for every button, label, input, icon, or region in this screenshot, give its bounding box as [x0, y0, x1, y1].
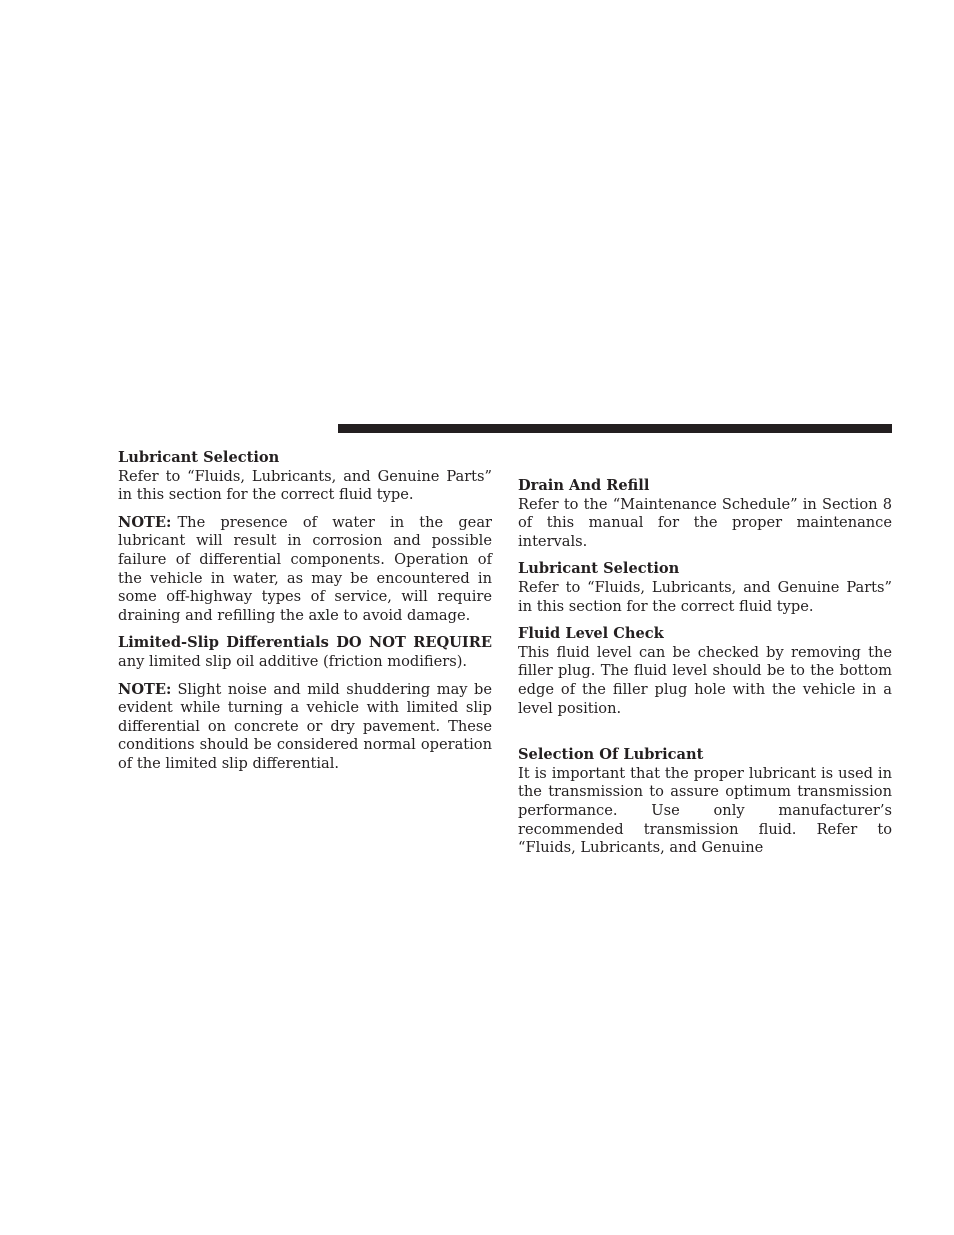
left-column	[118, 449, 492, 774]
section-header-rule	[338, 424, 892, 433]
water-note	[118, 514, 492, 626]
right-column	[518, 477, 892, 858]
water-note-text: The presence of water in the gear lubricant will result in corrosion and possible failure of differential components. Operation of the vehicle in water, as may be encountered in some off-highway types of service, will require draining and refilling the axle to avoid damage.	[118, 513, 492, 624]
fluid-level-check-text: This fluid level can be checked by removing the filler plug. The fluid level should be to the bottom edge of the filler plug hole with the vehicle in a level position.	[518, 643, 892, 717]
limited-slip-bold: Limited-Slip Differentials DO NOT REQUIRE	[118, 634, 492, 652]
note-label: NOTE:	[118, 513, 172, 531]
lubricant-selection-text-right: Refer to “Fluids, Lubricants, and Genuine Parts” in this section for the correct fluid type.	[518, 578, 892, 615]
noise-note	[118, 681, 492, 774]
fluid-level-check-heading: Fluid Level Check	[518, 625, 664, 643]
section-gap	[518, 718, 892, 746]
drain-refill-text: Refer to the “Maintenance Schedule” in Section 8 of this manual for the proper maintenance intervals.	[518, 495, 892, 550]
lubricant-selection-heading: Lubricant Selection	[118, 449, 280, 466]
selection-of-lubricant-text: It is important that the proper lubricant is used in the transmission to assure optimum transmission performance. Use only manufacturer’s recommended transmission fluid. Refer to “Fluids, Lubricants, and Genuine	[518, 764, 892, 857]
drain-refill-heading: Drain And Refill	[518, 477, 650, 494]
lubricant-selection-heading-right: Lubricant Selection	[518, 560, 680, 578]
limited-slip-text: any limited slip oil additive (friction modifiers).	[118, 652, 468, 670]
limited-slip-paragraph	[118, 634, 492, 671]
lubricant-selection-text: Refer to “Fluids, Lubricants, and Genuine Parts” in this section for the correct fluid type.	[118, 467, 492, 504]
note-label: NOTE:	[118, 680, 172, 698]
selection-of-lubricant-heading: Selection Of Lubricant	[518, 746, 704, 764]
noise-note-text: Slight noise and mild shuddering may be evident while turning a vehicle with limited slip differential on concrete or dry pavement. These conditions should be considered normal operation of the limited slip differential.	[118, 680, 492, 772]
